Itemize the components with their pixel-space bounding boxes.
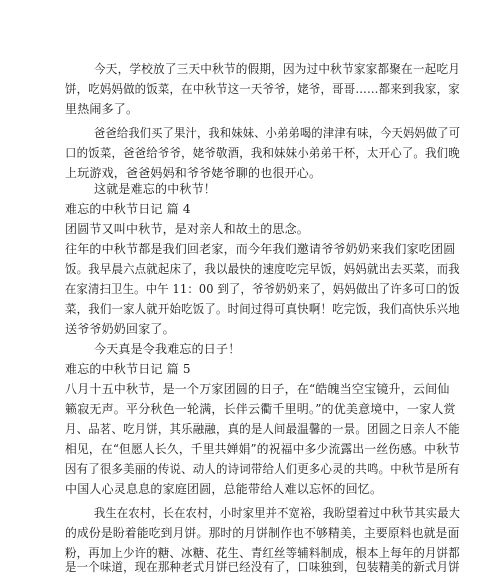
paragraph-line: 在家清扫卫生。中午 11：00 到了，爷爷奶奶来了，妈妈做出了许多可口的饭 [65, 282, 460, 296]
section-heading: 难忘的中秋节日记 篇 4 [65, 202, 191, 216]
paragraph-line: 菜，我们一家人就开始吃饭了。时间过得可真快啊！吃完饭，我们高快乐兴地 [65, 302, 460, 316]
paragraph-line: 口的饭菜，爸爸给爷爷，姥爷敬酒，我和妹妹小弟弟干杯，太开心了。我们晚 [65, 146, 460, 160]
section-heading: 难忘的中秋节日记 篇 5 [65, 362, 191, 376]
paragraph-line: 我生在农村，长在农村，小时家里并不宽裕，我盼望着过中秋节其实最大 [94, 506, 461, 520]
paragraph-line: 饭。我早晨六点就起床了，我以最快的速度吃完早饭，妈妈就出去买菜，而我 [65, 262, 460, 276]
paragraph-line: 的成份是盼着能吃到月饼。那时的月饼制作也不够精美，主要原料也就是面 [65, 526, 460, 540]
paragraph-line: 里热闹多了。 [65, 102, 139, 116]
paragraph-line: 月、品茗、吃月饼，其乐融融，真的是人间最温馨的一景。团圆之日亲人不能 [65, 422, 460, 436]
paragraph-line: 粉，再加上少许的糖、冰糖、花生、青红丝等辅料制成，根本上每年的月饼都 [65, 546, 460, 560]
paragraph-line: 饼，吃妈妈做的饭菜，在中秋节这一天爷爷，姥爷，哥哥……都来到我家，家 [65, 82, 460, 96]
paragraph-line: 送爷爷奶奶回家了。 [65, 322, 175, 336]
paragraph-line: 八月十五中秋节，是一个万家团圆的日子，在“皓魄当空宝镜升，云间仙 [65, 382, 450, 396]
paragraph-line: 因有了很多美丽的传说、动人的诗词带给人们更多心灵的共鸣。中秋节是所有 [65, 462, 460, 476]
paragraph-line: 今天，学校放了三天中秋节的假期，因为过中秋节家家都聚在一起吃月 [94, 62, 461, 76]
paragraph-line: 今天真是令我难忘的日子！ [94, 342, 241, 356]
paragraph-line: 往年的中秋节都是我们回老家，而今年我们邀请爷爷奶奶来我们家吃团圆 [65, 242, 456, 256]
paragraph-line: 爸爸给我们买了果汁，我和妹妹、小弟弟喝的津津有味，今天妈妈做了可 [94, 126, 461, 140]
paragraph-line: 相见，在“但愿人长久，千里共婵娟”的祝福中多少流露出一丝伤感。中秋节 [65, 442, 461, 456]
paragraph-line: 团圆节又叫中秋节，是对亲人和故土的思念。 [65, 222, 310, 236]
paragraph-line: 中国人心灵息息的家庭团圆，总能带给人难以忘怀的回忆。 [65, 482, 383, 496]
paragraph-line: 籁寂无声。平分秋色一轮满，长伴云衢千里明。”的优美意境中，一家人赏 [65, 402, 456, 416]
paragraph-line: 是一个味道，现在那种老式月饼已经没有了，口味独到，包装精美的新式月饼 [65, 560, 460, 574]
paragraph-line: 这就是难忘的中秋节！ [94, 182, 217, 196]
paragraph-line: 上玩游戏，爸爸妈妈和爷爷姥爷聊的也很开心。 [65, 166, 322, 180]
